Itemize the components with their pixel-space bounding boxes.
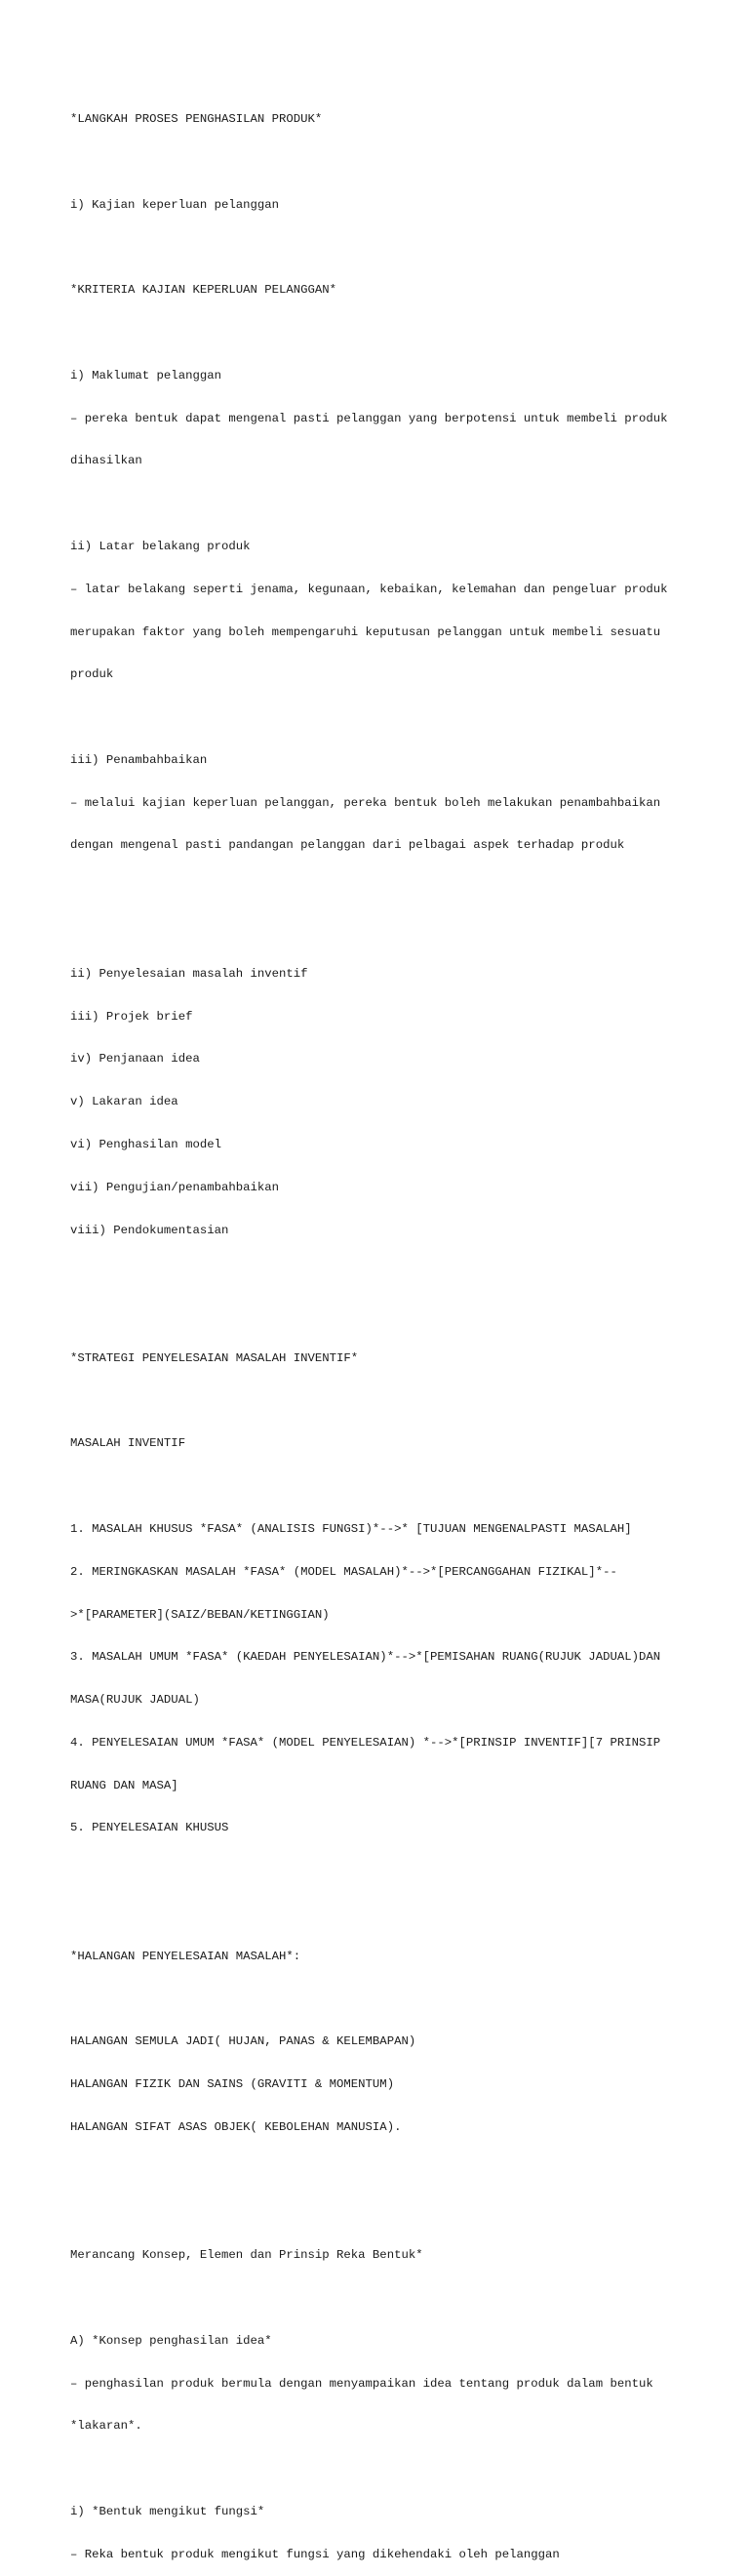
blank-line xyxy=(70,1308,694,1323)
paragraph-line: RUANG DAN MASA] xyxy=(70,1778,178,1792)
document-body xyxy=(70,84,694,2576)
paragraph-line: – Reka bentuk produk mengikut fungsi yang dikehendaki oleh pelanggan xyxy=(70,2547,560,2561)
heading-langkah-proses: *LANGKAH PROSES PENGHASILAN PRODUK* xyxy=(70,112,323,127)
list-item: v) Lakaran idea xyxy=(70,1095,178,1109)
blank-line xyxy=(70,326,694,341)
list-item: iv) Penjanaan idea xyxy=(70,1052,200,1067)
paragraph-line: dengan mengenal pasti pandangan pelanggan dari pelbagai aspek terhadap produk xyxy=(70,838,625,853)
blank-line xyxy=(70,2205,694,2220)
blank-line xyxy=(70,1266,694,1280)
list-item: HALANGAN SEMULA JADI( HUJAN, PANAS & KELEMBAPAN) xyxy=(70,2034,416,2049)
paragraph-line: MASA(RUJUK JADUAL) xyxy=(70,1693,200,1708)
list-item: A) *Konsep penghasilan idea* xyxy=(70,2333,272,2348)
paragraph-line: produk xyxy=(70,667,114,682)
blank-line xyxy=(70,2462,694,2476)
blank-line xyxy=(70,155,694,170)
list-item: HALANGAN SIFAT ASAS OBJEK( KEBOLEHAN MANUSIA). xyxy=(70,2119,402,2134)
paragraph-line: merupakan faktor yang boleh mempengaruhi keputusan pelanggan untuk membeli sesuatu xyxy=(70,624,661,639)
blank-line xyxy=(70,1864,694,1878)
blank-line xyxy=(70,1907,694,1921)
paragraph-line: – pereka bentuk dapat mengenal pasti pelanggan yang berpotensi untuk membeli produk xyxy=(70,411,668,425)
heading-halangan-penyelesaian: *HALANGAN PENYELESAIAN MASALAH*: xyxy=(70,1949,301,1963)
list-item: vii) Pengujian/penambahbaikan xyxy=(70,1180,280,1194)
list-item: i) Maklumat pelanggan xyxy=(70,368,221,382)
paragraph-line: dihasilkan xyxy=(70,454,142,468)
heading-strategi-penyelesaian: *STRATEGI PENYELESAIAN MASALAH INVENTIF* xyxy=(70,1350,359,1365)
list-item: HALANGAN FIZIK DAN SAINS (GRAVITI & MOMENTUM) xyxy=(70,2077,395,2092)
list-item: i) *Bentuk mengikut fungsi* xyxy=(70,2504,265,2518)
blank-line xyxy=(70,1992,694,2007)
blank-line xyxy=(70,497,694,511)
paragraph-line: – melalui kajian keperluan pelanggan, pereka bentuk boleh melakukan penambahbaikan xyxy=(70,795,661,810)
blank-line xyxy=(70,1479,694,1494)
paragraph-line: *lakaran*. xyxy=(70,2419,142,2434)
blank-line xyxy=(70,2291,694,2306)
list-item: viii) Pendokumentasian xyxy=(70,1223,229,1237)
paragraph-line: – latar belakang seperti jenama, kegunaan, kebaikan, kelemahan dan pengeluar produk xyxy=(70,582,668,596)
blank-line xyxy=(70,241,694,256)
list-item: iii) Penambahbaikan xyxy=(70,752,208,767)
blank-line xyxy=(70,1394,694,1409)
list-item: 4. PENYELESAIAN UMUM *FASA* (MODEL PENYELESAIAN) *-->*[PRINSIP INVENTIF][7 PRINSIP xyxy=(70,1735,661,1750)
list-item: ii) Penyelesaian masalah inventif xyxy=(70,966,308,981)
list-item: 1. MASALAH KHUSUS *FASA* (ANALISIS FUNGSI)*-->* [TUJUAN MENGENALPASTI MASALAH] xyxy=(70,1521,632,1536)
subheading-masalah-inventif: MASALAH INVENTIF xyxy=(70,1436,186,1451)
heading-merancang-konsep: Merancang Konsep, Elemen dan Prinsip Reka Bentuk* xyxy=(70,2248,423,2263)
list-item: 3. MASALAH UMUM *FASA* (KAEDAH PENYELESAIAN)*-->*[PEMISAHAN RUANG(RUJUK JADUAL)DAN xyxy=(70,1650,661,1665)
paragraph-line: – penghasilan produk bermula dengan menyampaikan idea tentang produk dalam bentuk xyxy=(70,2376,653,2391)
list-item: 2. MERINGKASKAN MASALAH *FASA* (MODEL MASALAH)*-->*[PERCANGGAHAN FIZIKAL]*-- xyxy=(70,1564,617,1579)
list-item: vi) Penghasilan model xyxy=(70,1137,221,1151)
blank-line xyxy=(70,881,694,896)
paragraph-line: >*[PARAMETER](SAIZ/BEBAN/KETINGGIAN) xyxy=(70,1607,330,1622)
blank-line xyxy=(70,710,694,725)
blank-line xyxy=(70,924,694,939)
list-item: i) Kajian keperluan pelanggan xyxy=(70,197,280,212)
heading-kriteria-kajian: *KRITERIA KAJIAN KEPERLUAN PELANGGAN* xyxy=(70,283,337,298)
list-item: 5. PENYELESAIAN KHUSUS xyxy=(70,1821,229,1835)
blank-line xyxy=(70,2163,694,2178)
list-item: iii) Projek brief xyxy=(70,1009,193,1024)
list-item: ii) Latar belakang produk xyxy=(70,540,251,553)
